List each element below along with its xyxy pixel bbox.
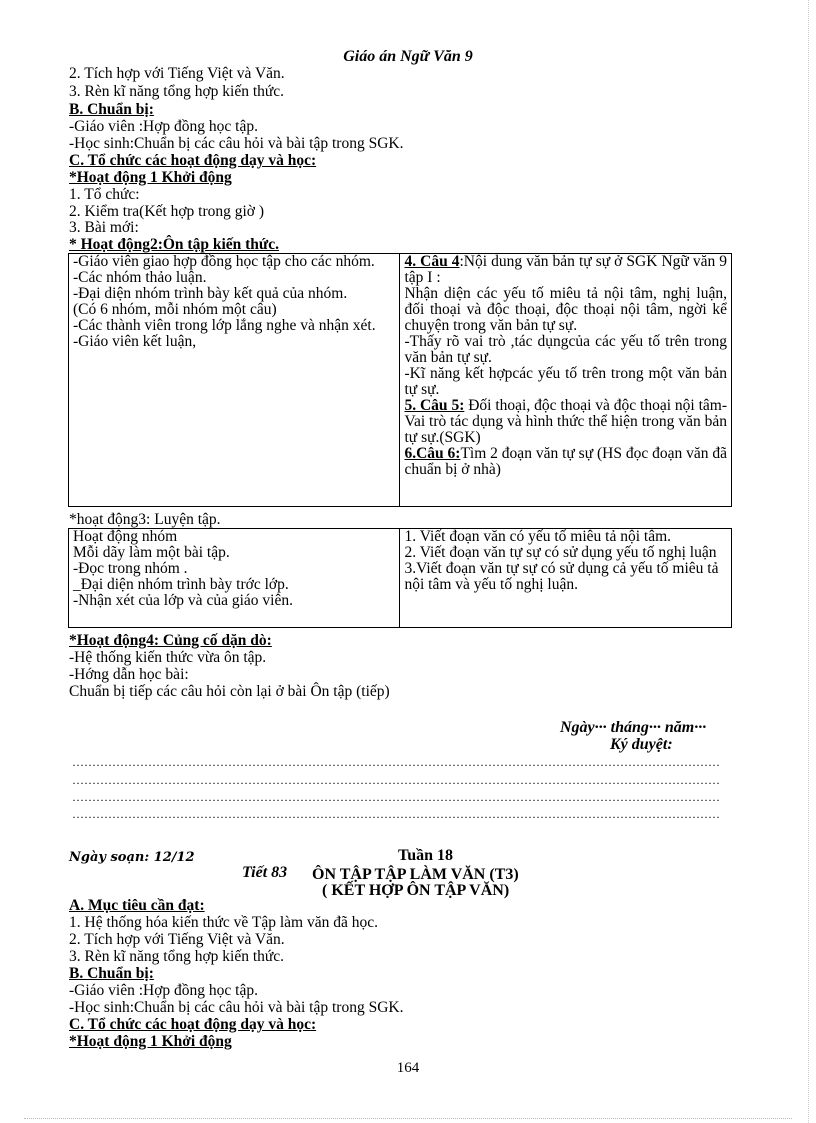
approval-line: Ký duyệt: xyxy=(610,736,673,753)
text-line: 3. Rèn kĩ năng tổng hợp kiến thức. xyxy=(69,948,285,965)
table-text: -Nhận xét của lớp và của giáo viên. xyxy=(73,592,293,609)
practice-table xyxy=(68,528,732,628)
table-text: -Đại diện nhóm trình bày kết quả của nhóm. xyxy=(73,285,348,302)
question-text: Tìm 2 đoạn văn tự sự (HS đọc đoạn văn đã chuẩn bị ở nhà) xyxy=(404,445,727,478)
table-text: _Đại diện nhóm trình bày trớc lớp. xyxy=(73,576,289,593)
text-line: 2. Kiểm tra(Kết hợp trong giờ ) xyxy=(69,203,265,220)
table-text: -Thấy rõ vai trò ,tác dụngcủa các yếu tố trên trong văn bản tự sự. xyxy=(404,333,727,366)
text-line: -Hớng dẫn học bài: xyxy=(69,666,189,683)
section-heading: C. Tổ chức các hoạt động dạy và học: xyxy=(69,1016,317,1033)
group-activities-cell xyxy=(69,529,400,628)
teacher-activities-cell xyxy=(69,254,400,507)
question-5 xyxy=(404,398,727,446)
table-text: 1. Viết đoạn văn có yếu tố miêu tả nội tâm. xyxy=(404,528,672,545)
text-line: -Giáo viên :Hợp đồng học tập. xyxy=(69,118,258,135)
table-text: 2. Viết đoạn văn tự sự có sử dụng yếu tố nghị luận xyxy=(404,544,717,561)
question-text: Đối thoại, độc thoại và độc thoại nội tâm-Vai trò tác dụng và hình thức thể hiện trong văn bản tự sự.(SGK) xyxy=(404,397,727,446)
activity-heading: *hoạt động3: Luyện tập. xyxy=(69,511,221,528)
question-4 xyxy=(404,254,727,286)
lesson-subtitle: ( KẾT HỢP ÔN TẬP VĂN) xyxy=(322,882,510,899)
page-bottom-rule xyxy=(24,1118,792,1119)
question-6 xyxy=(404,446,727,478)
prep-date: Ngày soạn: 12/12 xyxy=(69,850,195,865)
review-table xyxy=(68,253,732,507)
text-line: 3. Rèn kĩ năng tổng hợp kiến thức. xyxy=(69,83,285,100)
table-text: -Kĩ năng kết hợpcác yếu tố trên trong một văn bản tự sự. xyxy=(404,365,727,398)
text-line: -Giáo viên :Hợp đồng học tập. xyxy=(69,982,258,999)
text-line: 1. Tổ chức: xyxy=(69,186,140,203)
question-text: :Nội dung văn bản tự sự ở SGK Ngữ văn 9 tập I : xyxy=(404,253,727,286)
lesson-title: ÔN TẬP TẬP LÀM VĂN (T3) xyxy=(312,866,519,883)
table-text: -Giáo viên giao hợp đồng học tập cho các nhóm. xyxy=(73,253,375,270)
page-header-title: Giáo án Ngữ Văn 9 xyxy=(343,48,473,65)
text-line: -Hệ thống kiến thức vừa ôn tập. xyxy=(69,649,267,666)
table-text: 3.Viết đoạn văn tự sự có sử dụng cả yếu tố miêu tả nội tâm và yếu tố nghị luận. xyxy=(404,560,719,593)
section-heading: B. Chuẩn bị: xyxy=(69,965,154,982)
section-heading: B. Chuẩn bị: xyxy=(69,101,154,118)
content-cell xyxy=(400,254,732,507)
text-line: 3. Bài mới: xyxy=(69,219,139,236)
dotted-line: ……………………………………………………………………………………………………………………………………………… xyxy=(72,807,720,821)
activity-heading: *Hoạt động 1 Khởi động xyxy=(69,169,232,186)
page-right-rule xyxy=(808,0,809,1123)
table-text: -Giáo viên kết luận, xyxy=(73,333,197,350)
section-heading: C. Tổ chức các hoạt động dạy và học: xyxy=(69,152,317,169)
exercises-cell xyxy=(400,529,732,628)
dotted-line: ……………………………………………………………………………………………………………………………………………… xyxy=(72,755,720,769)
text-line: -Học sinh:Chuẩn bị các câu hỏi và bài tập trong SGK. xyxy=(69,999,404,1016)
text-line: 2. Tích hợp với Tiếng Việt và Văn. xyxy=(69,65,285,82)
question-label: 6.Câu 6: xyxy=(404,445,461,462)
text-line: Chuẩn bị tiếp các câu hỏi còn lại ở bài Ôn tập (tiếp) xyxy=(69,683,390,700)
table-text: -Các nhóm thảo luận. xyxy=(73,269,207,286)
date-line: Ngày··· tháng··· năm··· xyxy=(560,719,707,736)
text-line: 2. Tích hợp với Tiếng Việt và Văn. xyxy=(69,931,285,948)
question-label: 4. Câu 4 xyxy=(404,253,460,270)
table-text: -Đọc trong nhóm . xyxy=(73,560,188,577)
table-text: Nhận diện các yếu tố miêu tả nội tâm, nghị luận, đối thoại và độc thoại, độc thoại nội tâm, ngời kể chuyện trong văn bản tự sự. xyxy=(404,285,727,334)
period-label: Tiết 83 xyxy=(242,864,288,881)
text-line: -Học sinh:Chuẩn bị các câu hỏi và bài tập trong SGK. xyxy=(69,135,404,152)
section-heading: A. Mục tiêu cần đạt: xyxy=(69,897,205,914)
table-text: Hoạt động nhóm xyxy=(73,528,178,545)
table-text: (Có 6 nhóm, mỗi nhóm một câu) xyxy=(73,301,277,318)
text-line: 1. Hệ thống hóa kiến thức về Tập làm văn đã học. xyxy=(69,914,378,931)
table-text: -Các thành viên trong lớp lắng nghe và nhận xét. xyxy=(73,317,376,334)
page-number: 164 xyxy=(396,1060,420,1076)
dotted-line: ……………………………………………………………………………………………………………………………………………… xyxy=(72,773,720,787)
table-text: Mỗi dãy làm một bài tập. xyxy=(73,544,230,561)
week-label: Tuần 18 xyxy=(398,847,453,864)
dotted-line: ……………………………………………………………………………………………………………………………………………… xyxy=(72,790,720,804)
activity-heading: * Hoạt động2:Ôn tập kiến thức. xyxy=(69,236,279,253)
activity-heading: *Hoạt động4: Củng cố dặn dò: xyxy=(69,632,272,649)
activity-heading: *Hoạt động 1 Khởi động xyxy=(69,1033,232,1050)
question-label: 5. Câu 5: xyxy=(404,397,465,414)
